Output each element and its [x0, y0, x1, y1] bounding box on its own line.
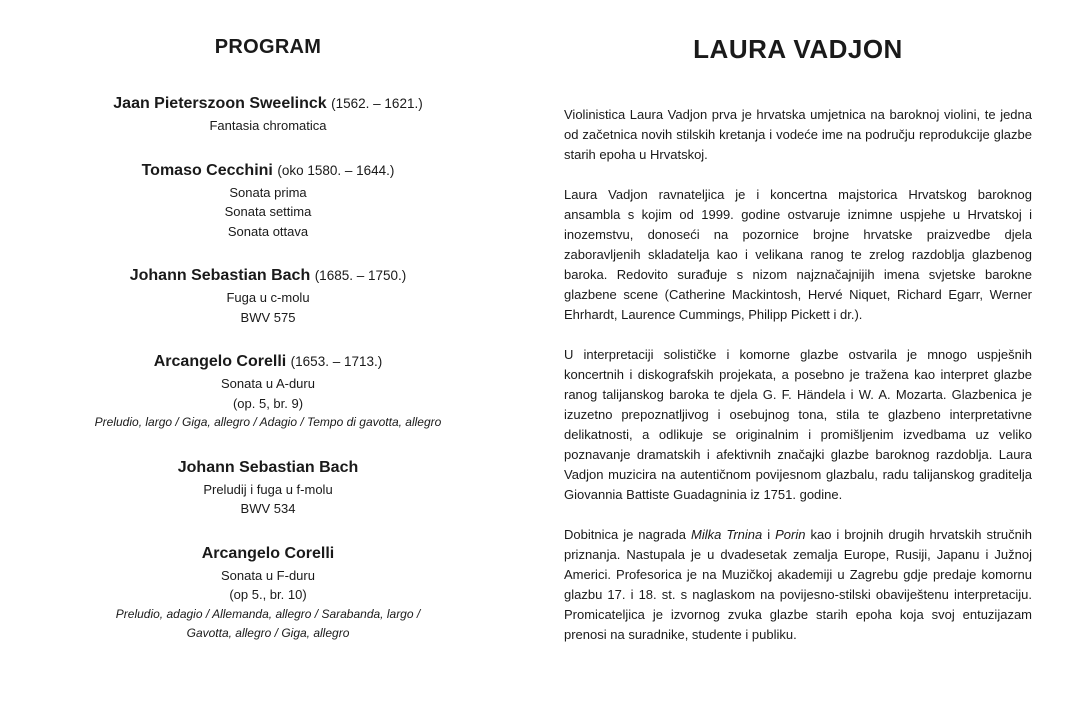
movement-list: Preludio, largo / Giga, allegro / Adagio / Tempo di gavotta, allegro: [94, 415, 442, 429]
work-title: Sonata ottava: [227, 223, 309, 239]
composer-dates: (1562. – 1621.): [331, 96, 423, 111]
program-piece: [30, 160, 506, 242]
program-piece: [30, 93, 506, 136]
bio-paragraph: [564, 185, 1032, 325]
bio-paragraph: [564, 525, 1032, 645]
work-title: Sonata prima: [229, 184, 307, 200]
composer-line: [30, 543, 506, 565]
work-title: (op 5., br. 10): [229, 587, 307, 602]
composer-name: Arcangelo Corelli: [153, 353, 287, 370]
movement-list: Gavotta, allegro / Giga, allegro: [186, 626, 350, 640]
program-piece: [30, 351, 506, 433]
composer-dates: (1653. – 1713.): [290, 354, 383, 369]
composer-line: [30, 351, 506, 373]
program-piece: [30, 457, 506, 519]
composer-dates: (1685. – 1750.): [314, 268, 407, 283]
work-title: Sonata u A-duru: [221, 376, 315, 391]
work-title: BWV 534: [240, 501, 296, 516]
work-title: Fuga u c-molu: [226, 290, 310, 305]
bio-column: [564, 28, 1032, 665]
composer-name: Arcangelo Corelli: [201, 544, 335, 562]
program-list: [30, 93, 506, 644]
program-piece: [30, 543, 506, 644]
composer-line: [30, 457, 506, 479]
composer-name: Jaan Pieterszoon Sweelinck: [113, 95, 327, 112]
composer-name: Johann Sebastian Bach: [177, 458, 359, 476]
composer-name: Johann Sebastian Bach: [129, 267, 311, 284]
movement-list: Preludio, adagio / Allemanda, allegro / Sarabanda, largo /: [115, 606, 421, 621]
bio-award-name: Porin: [775, 527, 806, 542]
composer-name: Tomaso Cecchini: [141, 161, 273, 179]
bio-text-segment: Dobitnica je nagrada: [564, 527, 692, 542]
bio-award-name: Milka Trnina: [691, 527, 763, 542]
composer-line: [30, 160, 506, 182]
bio-title: LAURA VADJON: [693, 34, 903, 64]
bio-text-segment: Laura Vadjon ravnateljica je i koncertna majstorica Hrvatskog baroknog ansambla s kojim od 1999. godine ostvaruje iznimne uspjehe u Hrvatskoj i inozemstvu, donoseći na pozornice brojne hrvatske praizvedbe djela zaboravljenih skladatelja kao i velikana ranog te zrelog razdoblja glazbenog baroka. Redovito surađuje s nizom najznačajnijih imena svjetske barokne glazbene scene (Catherine Mackintosh, Hervé Niquet, Richard Egarr, Werner Ehrhardt, Laurence Cummings, Philipp Pickett i dr.).: [564, 187, 1032, 322]
bio-text-segment: i: [762, 527, 776, 542]
work-title: Preludij i fuga u f-molu: [203, 481, 333, 497]
program-piece: [30, 265, 506, 327]
program-column: [30, 28, 506, 668]
work-title: Sonata u F-duru: [221, 567, 315, 583]
composer-line: [30, 265, 506, 287]
bio-text-segment: Violinistica Laura Vadjon prva je hrvatska umjetnica na baroknoj violini, te jedna od začetnica novih stilskih kretanja i vodeće ime na području reprodukcije glazbe starih epoha u Hrvatskoj.: [564, 107, 1032, 162]
bio-text-segment: U interpretaciji solističke i komorne glazbe ostvarila je mnogo uspješnih koncertnih i diskografskih projekata, a posebno je tražena kao interpret glazbe ranog talijanskog baroka te djela G. F. Händela i W. A. Mozarta. Glazbenica je izuzetno prepoznatljivog i osebujnog tona, stila te glazbeno interpretativne delikatnosti, a odlikuje se originalnim i promišljenim izvedbama uz veliko poznavanje dramatskih i afektivnih značajki glazbe baroknog razdoblja. Laura Vadjon muzicira na autentičnom povijesnom glazbalu, radu talijanskog graditelja Giovannia Battiste Guadagninia iz 1751. godine.: [564, 347, 1032, 502]
composer-dates: (oko 1580. – 1644.): [277, 162, 395, 178]
bio-paragraph: [564, 105, 1032, 165]
work-title: BWV 575: [240, 309, 296, 325]
work-title: Sonata settima: [224, 204, 312, 219]
bio-text: [564, 105, 1032, 645]
bio-text-segment: kao i brojnih drugih hrvatskih stručnih priznanja. Nastupala je u dvadesetak zemalja Europe, Rusiji, Japanu i Južnoj Americi. Profesorica je na Muzičkoj akademiji u Zagrebu gdje predaje komornu glazbu 17. i 18. st. s naglaskom na povijesno-stilski obaviještenu interpretaciju. Promicateljica je izvornog zvuka glazbe starih epoha koja svoj entuzijazam prenosi na suradnike, studente i publiku.: [564, 527, 1032, 642]
work-title: (op. 5, br. 9): [232, 395, 304, 411]
program-title: PROGRAM: [214, 36, 322, 58]
composer-line: [30, 93, 506, 115]
work-title: Fantasia chromatica: [209, 118, 327, 133]
bio-paragraph: [564, 345, 1032, 505]
